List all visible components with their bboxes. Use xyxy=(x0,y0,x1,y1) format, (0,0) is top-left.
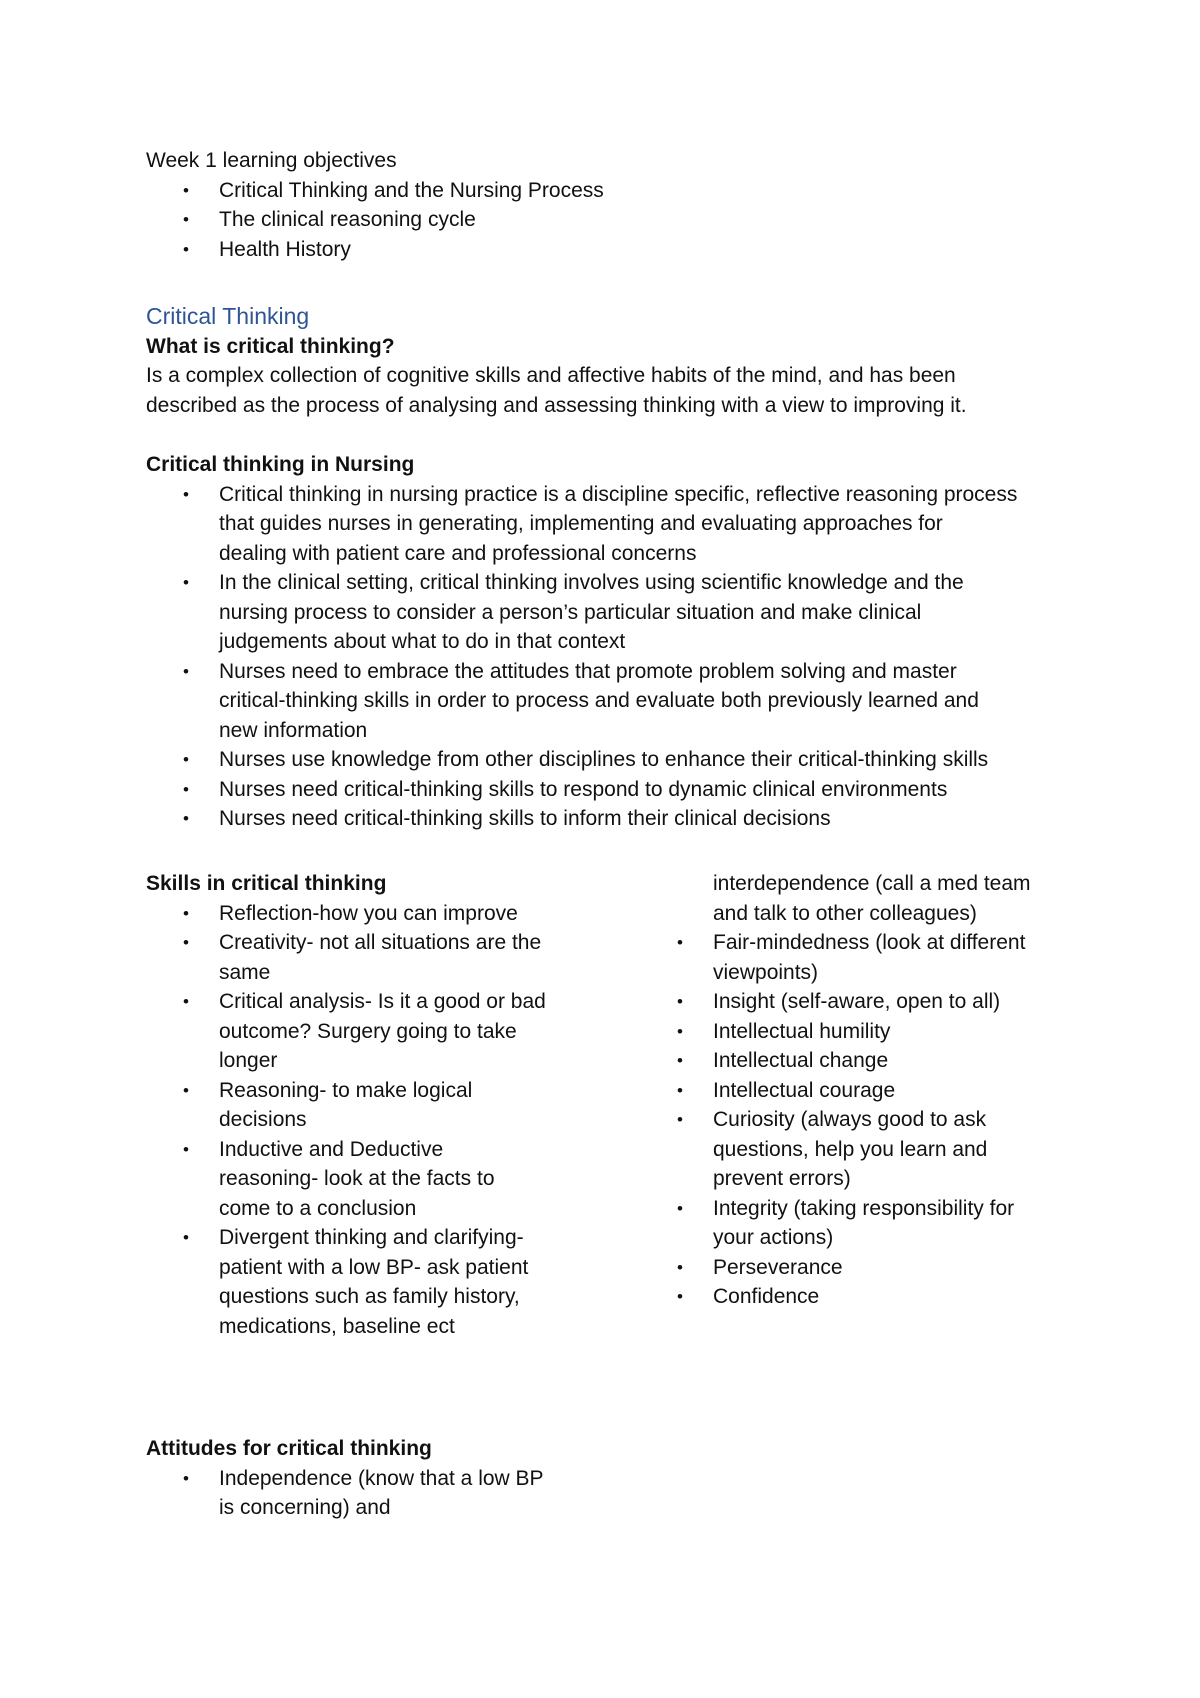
list-item: • Intellectual humility xyxy=(640,1017,1070,1047)
bullet-icon: • xyxy=(183,180,189,200)
skills-list xyxy=(146,899,586,1342)
list-item: • In the clinical setting, critical thinking involves using scientific knowledge and the nursing process to consider a person’s particular situation and make clinical judgements about what to do in that context xyxy=(146,568,1096,657)
bullet-icon: • xyxy=(677,992,683,1011)
nursing-section xyxy=(146,450,1096,834)
bullet-icon: • xyxy=(183,1080,189,1100)
attitudes-section xyxy=(146,1434,586,1523)
bullet-icon: • xyxy=(183,933,189,952)
definition-line: described as the process of analysing and assessing thinking with a view to improving it. xyxy=(146,393,967,417)
skills-section xyxy=(146,869,586,1341)
list-item: • Nurses need critical-thinking skills to inform their clinical decisions xyxy=(146,804,1096,834)
list-item: • Divergent thinking and clarifying- patient with a low BP- ask patient questions such as family history, medications, baseline ect xyxy=(146,1223,586,1341)
bullet-icon: • xyxy=(183,809,189,828)
bullet-icon: • xyxy=(183,661,189,681)
attitudes-list xyxy=(146,1464,586,1523)
section-heading: Critical Thinking xyxy=(146,303,310,329)
list-item: • Perseverance xyxy=(640,1253,1070,1283)
bullet-icon: • xyxy=(183,779,189,799)
bullet-icon: • xyxy=(677,1287,683,1306)
bullet-icon: • xyxy=(183,1228,189,1247)
bullet-icon: • xyxy=(677,1051,683,1070)
list-item: • The clinical reasoning cycle xyxy=(146,205,1096,235)
objectives-list xyxy=(146,176,1096,265)
bullet-icon: • xyxy=(183,210,189,229)
question-heading: What is critical thinking? xyxy=(146,334,395,358)
list-item: • Health History xyxy=(146,235,1096,265)
list-item: • Independence (know that a low BP is concerning) and xyxy=(146,1464,586,1523)
attitudes-heading: Attitudes for critical thinking xyxy=(146,1437,432,1460)
list-item: • Nurses use knowledge from other disciplines to enhance their critical-thinking skills xyxy=(146,745,1096,775)
definition-line: Is a complex collection of cognitive skills and affective habits of the mind, and has been xyxy=(146,364,956,387)
list-item: • Curiosity (always good to ask questions, help you learn and prevent errors) xyxy=(640,1105,1070,1194)
bullet-icon: • xyxy=(183,1139,189,1159)
list-item: • Critical analysis- Is it a good or bad outcome? Surgery going to take longer xyxy=(146,987,586,1076)
nursing-heading: Critical thinking in Nursing xyxy=(146,453,415,476)
bullet-icon: • xyxy=(677,1021,683,1041)
list-item: • Intellectual change xyxy=(640,1046,1070,1076)
objectives-title: Week 1 learning objectives xyxy=(146,149,397,172)
list-item: • Reasoning- to make logical decisions xyxy=(146,1076,586,1135)
bullet-icon: • xyxy=(677,1110,683,1129)
list-item: • Fair-mindedness (look at different viewpoints) xyxy=(640,928,1070,987)
bullet-icon: • xyxy=(183,992,189,1011)
list-item: • Integrity (taking responsibility for your actions) xyxy=(640,1194,1070,1253)
list-item: • Intellectual courage xyxy=(640,1076,1070,1106)
bullet-icon: • xyxy=(183,239,189,259)
list-item: • Inductive and Deductive reasoning- look at the facts to come to a conclusion xyxy=(146,1135,586,1224)
list-item: • Insight (self-aware, open to all) xyxy=(640,987,1070,1017)
bullet-icon: • xyxy=(183,484,189,504)
critical-thinking-section xyxy=(146,302,1096,420)
list-item: • Critical Thinking and the Nursing Process xyxy=(146,176,1096,206)
bullet-icon: • xyxy=(183,1468,189,1488)
list-item: • Reflection-how you can improve xyxy=(146,899,586,929)
list-item: • Creativity- not all situations are the same xyxy=(146,928,586,987)
continuation-text: interdependence (call a med team and talk to other colleagues) xyxy=(713,872,1031,925)
list-item: • Critical thinking in nursing practice is a discipline specific, reflective reasoning process that guides nurses in generating, implementing and evaluating approaches for dealing with patient care and professional concerns xyxy=(146,480,1096,569)
bullet-icon: • xyxy=(677,1080,683,1100)
list-item: • Nurses need critical-thinking skills to respond to dynamic clinical environments xyxy=(146,775,1096,805)
nursing-list xyxy=(146,480,1096,834)
bullet-icon: • xyxy=(677,1257,683,1277)
list-item: • Nurses need to embrace the attitudes that promote problem solving and master critical-thinking skills in order to process and evaluate both previously learned and new information xyxy=(146,657,1096,746)
attitudes-continued-column xyxy=(640,869,1070,1312)
bullet-icon: • xyxy=(183,573,189,592)
bullet-icon: • xyxy=(677,1198,683,1218)
learning-objectives-section xyxy=(146,146,1096,264)
skills-heading: Skills in critical thinking xyxy=(146,872,387,895)
bullet-icon: • xyxy=(183,903,189,923)
bullet-icon: • xyxy=(677,933,683,952)
bullet-icon: • xyxy=(183,750,189,769)
list-item: • Confidence xyxy=(640,1282,1070,1312)
attitudes-list-continued xyxy=(640,928,1070,1312)
